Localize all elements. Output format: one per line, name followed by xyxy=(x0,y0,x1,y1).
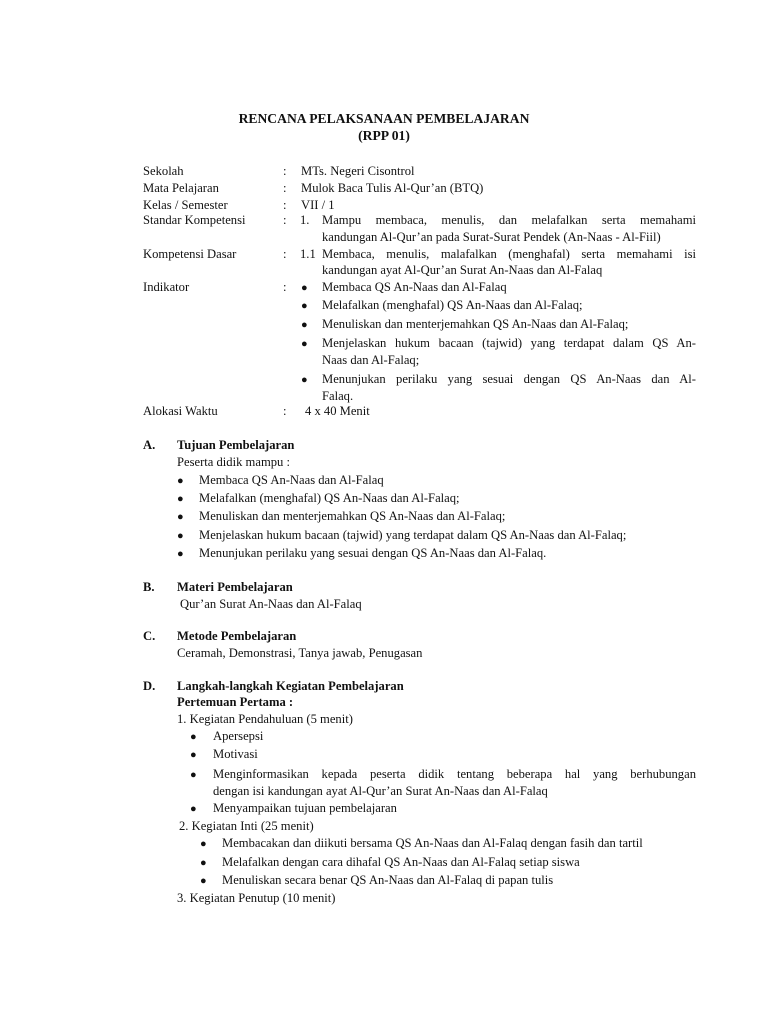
kd-line-1: Membaca, menulis, malafalkan (menghafal) serta memahami isi xyxy=(322,247,696,261)
section-c-text: Ceramah, Demonstrasi, Tanya jawab, Penugasan xyxy=(177,646,423,660)
indikator-item-3: Menuliskan dan menterjemahkan QS An-Naas dan Al-Falaq; xyxy=(322,317,629,331)
bullet-icon: ● xyxy=(301,338,308,350)
colon: : xyxy=(283,280,287,294)
kelas-value: VII / 1 xyxy=(301,198,335,212)
document-subtitle: (RPP 01) xyxy=(358,128,410,143)
tujuan-item-1: Membaca QS An-Naas dan Al-Falaq xyxy=(199,473,384,487)
colon: : xyxy=(283,181,287,195)
kelas-label: Kelas / Semester xyxy=(143,198,228,212)
step-3-label: 3. Kegiatan Penutup (10 menit) xyxy=(177,891,336,905)
step-1-item-2: Motivasi xyxy=(213,747,258,761)
section-b-heading: Materi Pembelajaran xyxy=(177,580,293,594)
bullet-icon: ● xyxy=(177,475,184,487)
step-1-item-3: Menginformasikan kepada peserta didik tentang beberapa hal yang berhubungan xyxy=(213,767,696,781)
bullet-icon: ● xyxy=(301,282,308,294)
section-d-heading: Langkah-langkah Kegiatan Pembelajaran xyxy=(177,679,404,693)
alokasi-label: Alokasi Waktu xyxy=(143,404,218,418)
colon: : xyxy=(283,213,287,227)
mapel-label: Mata Pelajaran xyxy=(143,181,219,195)
section-d-letter: D. xyxy=(143,679,156,693)
indikator-label: Indikator xyxy=(143,280,190,294)
step-1-item-3-cont: dengan isi kandungan ayat Al-Qur’an Surat An-Naas dan Al-Falaq xyxy=(213,784,548,798)
kd-line-2: kandungan ayat Al-Qur’an Surat An-Naas dan Al-Falaq xyxy=(322,263,603,277)
bullet-icon: ● xyxy=(190,749,197,761)
mapel-value: Mulok Baca Tulis Al-Qur’an (BTQ) xyxy=(301,181,484,195)
indikator-item-4-cont: Naas dan Al-Falaq; xyxy=(322,353,420,367)
kd-number: 1.1 xyxy=(300,247,316,261)
tujuan-item-4: Menjelaskan hukum bacaan (tajwid) yang terdapat dalam QS An-Naas dan Al-Falaq; xyxy=(199,528,627,542)
step-1-item-4: Menyampaikan tujuan pembelajaran xyxy=(213,801,397,815)
sk-number: 1. xyxy=(300,213,310,227)
bullet-icon: ● xyxy=(301,374,308,386)
tujuan-item-3: Menuliskan dan menterjemahkan QS An-Naas dan Al-Falaq; xyxy=(199,509,506,523)
bullet-icon: ● xyxy=(177,548,184,560)
sk-line-1: Mampu membaca, menulis, dan melafalkan serta memahami xyxy=(322,213,696,227)
colon: : xyxy=(283,198,287,212)
bullet-icon: ● xyxy=(190,769,197,781)
indikator-item-4: Menjelaskan hukum bacaan (tajwid) yang terdapat dalam QS An- xyxy=(322,336,696,350)
colon: : xyxy=(283,247,287,261)
section-c-letter: C. xyxy=(143,629,156,643)
section-b-letter: B. xyxy=(143,580,155,594)
colon: : xyxy=(283,404,287,418)
indikator-item-2: Melafalkan (menghafal) QS An-Naas dan Al-Falaq; xyxy=(322,298,583,312)
bullet-icon: ● xyxy=(200,875,207,887)
indikator-item-1: Membaca QS An-Naas dan Al-Falaq xyxy=(322,280,507,294)
indikator-item-5-cont: Falaq. xyxy=(322,389,354,403)
colon: : xyxy=(283,164,287,178)
step-1-item-1: Apersepsi xyxy=(213,729,264,743)
bullet-icon: ● xyxy=(177,511,184,523)
bullet-icon: ● xyxy=(301,319,308,331)
section-d-subheading: Pertemuan Pertama : xyxy=(177,695,294,709)
sekolah-value: MTs. Negeri Cisontrol xyxy=(301,164,415,178)
step-1-label: 1. Kegiatan Pendahuluan (5 menit) xyxy=(177,712,353,726)
bullet-icon: ● xyxy=(190,731,197,743)
bullet-icon: ● xyxy=(301,300,308,312)
sekolah-label: Sekolah xyxy=(143,164,184,178)
tujuan-item-5: Menunjukan perilaku yang sesuai dengan QS An-Naas dan Al-Falaq. xyxy=(199,546,547,560)
alokasi-value: 4 x 40 Menit xyxy=(305,404,370,418)
document-title: RENCANA PELAKSANAAN PEMBELAJARAN xyxy=(238,111,530,126)
bullet-icon: ● xyxy=(177,493,184,505)
section-a-intro: Peserta didik mampu : xyxy=(177,455,290,469)
step-2-item-3: Menuliskan secara benar QS An-Naas dan Al-Falaq di papan tulis xyxy=(222,873,554,887)
sk-line-2: kandungan Al-Qur’an pada Surat-Surat Pendek (An-Naas - Al-Fiil) xyxy=(322,230,661,244)
bullet-icon: ● xyxy=(177,530,184,542)
section-a-heading: Tujuan Pembelajaran xyxy=(177,438,295,452)
tujuan-item-2: Melafalkan (menghafal) QS An-Naas dan Al-Falaq; xyxy=(199,491,460,505)
step-2-item-1: Membacakan dan diikuti bersama QS An-Naas dan Al-Falaq dengan fasih dan tartil xyxy=(222,836,643,850)
step-2-label: 2. Kegiatan Inti (25 menit) xyxy=(179,819,314,833)
section-a-letter: A. xyxy=(143,438,156,452)
section-c-heading: Metode Pembelajaran xyxy=(177,629,297,643)
sk-label: Standar Kompetensi xyxy=(143,213,246,227)
indikator-item-5: Menunjukan perilaku yang sesuai dengan QS An-Naas dan Al- xyxy=(322,372,696,386)
bullet-icon: ● xyxy=(190,803,197,815)
bullet-icon: ● xyxy=(200,857,207,869)
bullet-icon: ● xyxy=(200,838,207,850)
section-b-text: Qur’an Surat An-Naas dan Al-Falaq xyxy=(180,597,362,611)
step-2-item-2: Melafalkan dengan cara dihafal QS An-Naas dan Al-Falaq setiap siswa xyxy=(222,855,580,869)
kd-label: Kompetensi Dasar xyxy=(143,247,237,261)
